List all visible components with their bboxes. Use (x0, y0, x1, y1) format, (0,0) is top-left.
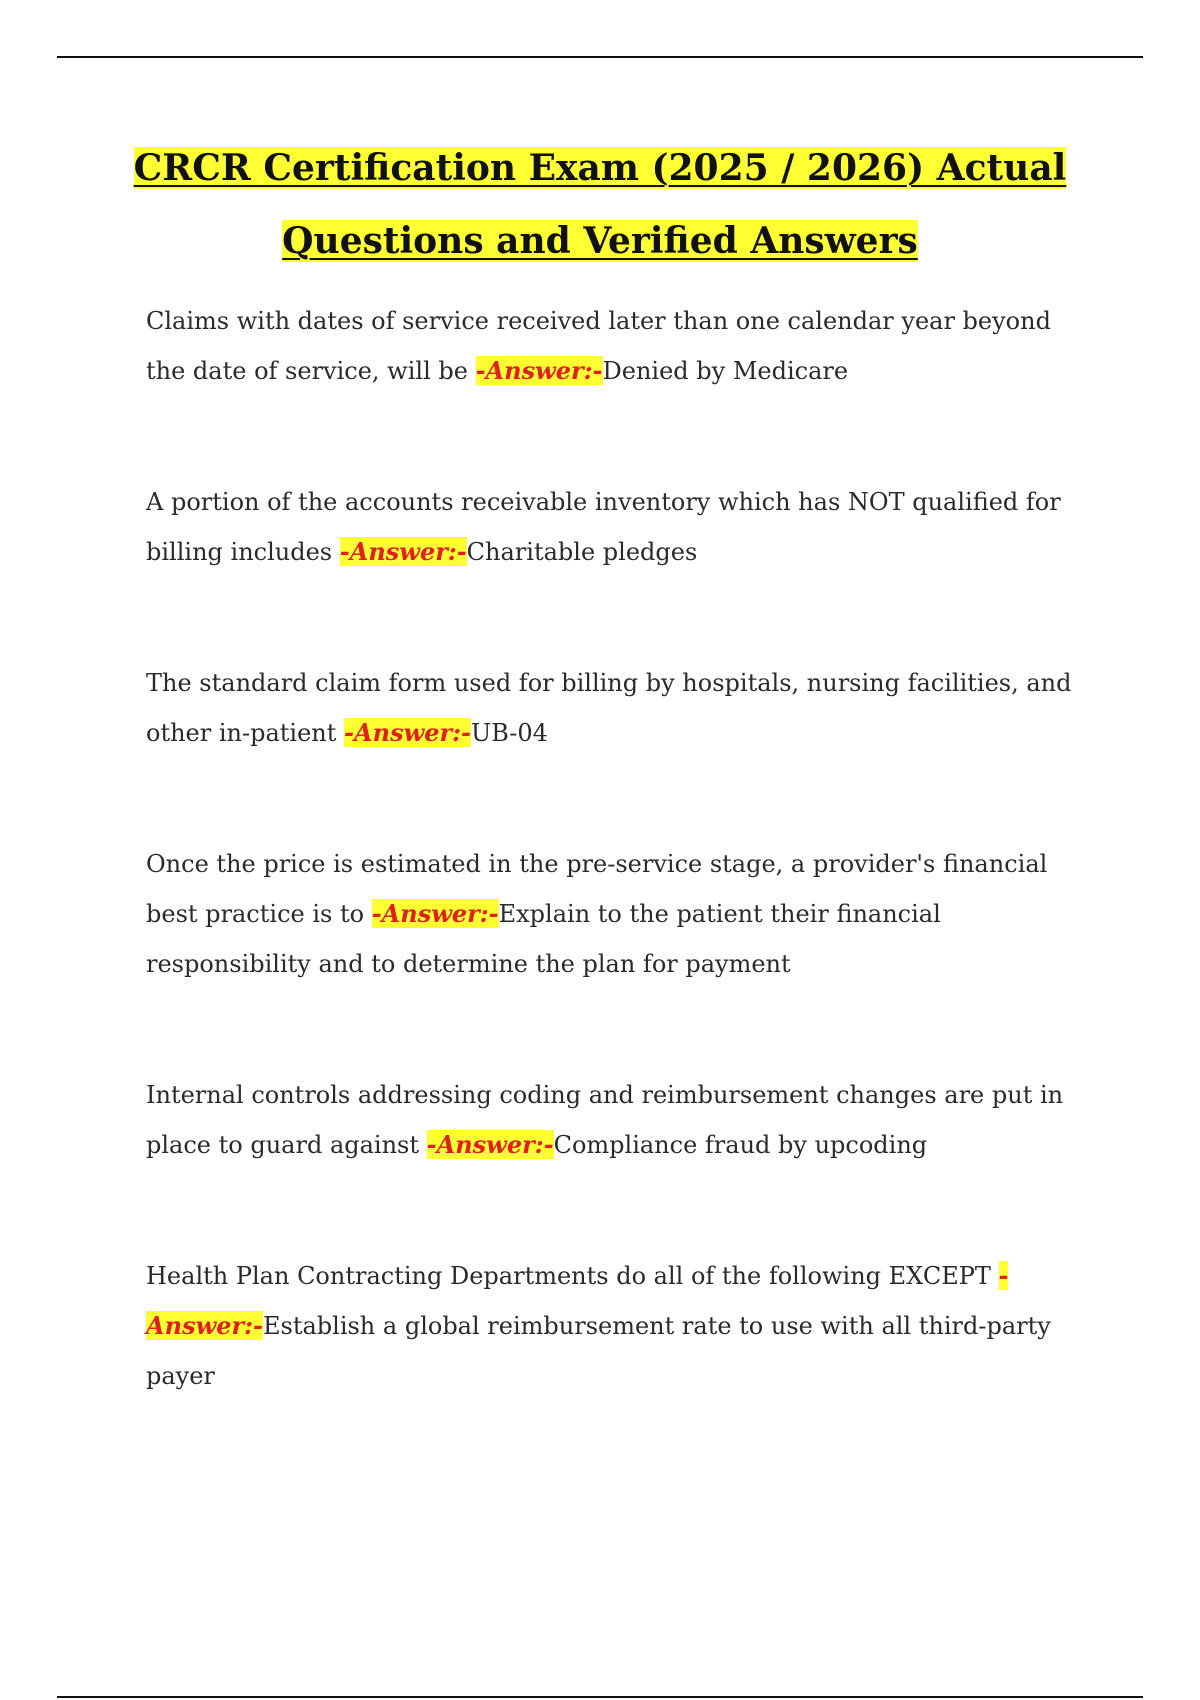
qa-item-4 (146, 839, 1091, 989)
qa-item-3 (146, 658, 1091, 758)
title-line-1: CRCR Certification Exam (2025 / 2026) Actual (133, 147, 1067, 189)
question-text: Internal controls addressing coding and reimbursement changes are put in place to guard against (146, 1081, 1064, 1159)
question-text: Once the price is estimated in the pre-service stage, a provider's financial best practice is to (146, 850, 1048, 928)
qa-item-1 (146, 296, 1091, 396)
question-text: Health Plan Contracting Departments do all of the following EXCEPT (146, 1262, 999, 1290)
answer-tag: -Answer:- (371, 899, 499, 928)
answer-text: UB-04 (470, 719, 548, 747)
answer-tag: -Answer:- (339, 537, 467, 566)
question-text: Claims with dates of service received later than one calendar year beyond the date of service, will be (146, 307, 1051, 385)
title-line-2: Questions and Verified Answers (282, 220, 918, 262)
question-text: A portion of the accounts receivable inventory which has NOT qualified for billing includes (146, 488, 1061, 566)
qa-list (146, 296, 1091, 1401)
answer-text: Establish a global reimbursement rate to use with all third-party payer (146, 1312, 1051, 1390)
qa-item-2 (146, 477, 1091, 577)
answer-text: Compliance fraud by upcoding (553, 1131, 928, 1159)
answer-text: Explain to the patient their financial responsibility and to determine the plan for payment (146, 900, 941, 978)
bottom-rule (57, 1696, 1143, 1698)
answer-tag: -Answer:- (475, 356, 603, 385)
question-text: The standard claim form used for billing by hospitals, nursing facilities, and other in-patient (146, 669, 1072, 747)
document-title (60, 132, 1140, 278)
answer-tag: -Answer:- (344, 718, 471, 747)
qa-item-6 (146, 1251, 1091, 1401)
answer-tag: -Answer:- (426, 1130, 554, 1159)
answer-tag: -Answer:- (146, 1261, 1009, 1340)
top-rule (57, 56, 1143, 58)
qa-item-5 (146, 1070, 1091, 1170)
answer-text: Denied by Medicare (602, 357, 849, 385)
answer-text: Charitable pledges (466, 538, 698, 566)
